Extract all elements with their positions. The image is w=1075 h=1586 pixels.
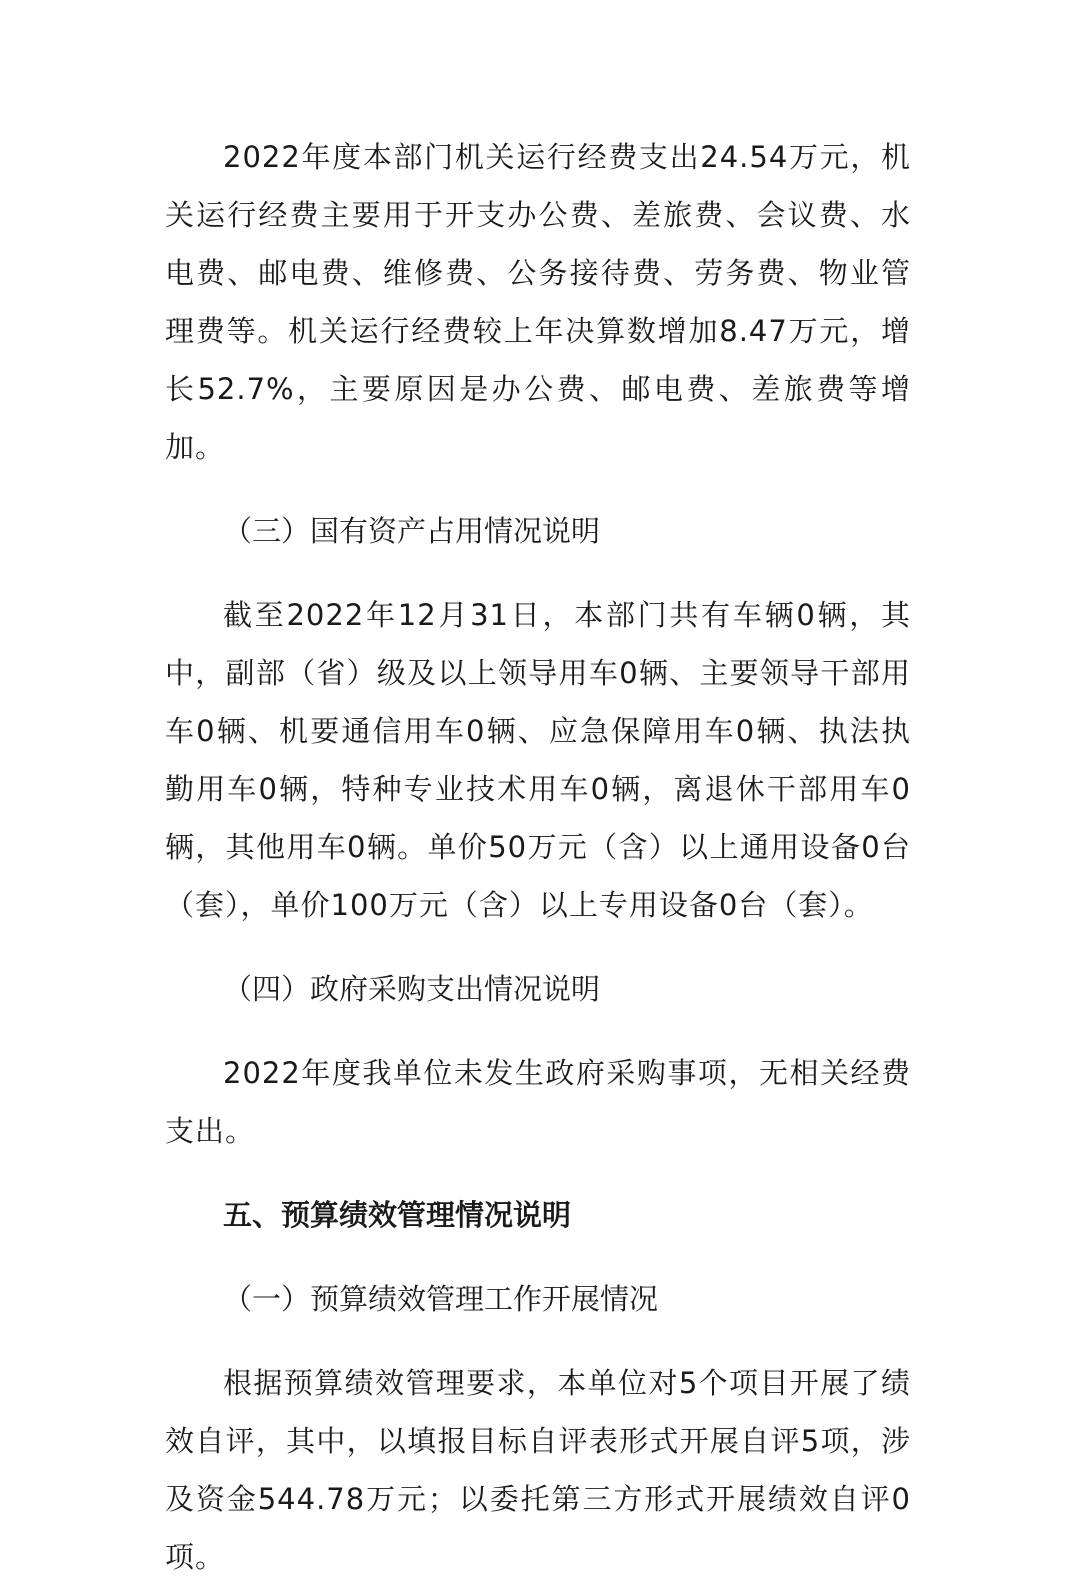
chapter-heading-performance: 五、预算绩效管理情况说明 (223, 1198, 572, 1232)
document-page (165, 128, 911, 1586)
spacer (165, 476, 911, 502)
section-heading-procurement: （四）政府采购支出情况说明 (223, 972, 601, 1006)
spacer (165, 1160, 911, 1186)
paragraph-performance-evaluation: 根据预算绩效管理要求，本单位对5个项目开展了绩效自评，其中，以填报目标自评表形式开展自评5项，涉及资金544.78万元；以委托第三方形式开展绩效自评0项。 (165, 1366, 911, 1574)
paragraph-procurement: 2022年度我单位未发生政府采购事项，无相关经费支出。 (165, 1056, 911, 1148)
paragraph-vehicles-equipment: 截至2022年12月31日，本部门共有车辆0辆，其中，副部（省）级及以上领导用车0辆、主要领导干部用车0辆、机要通信用车0辆、应急保障用车0辆、执法执勤用车0辆，特种专业技术用车0辆，离退休干部用车0辆，其他用车0辆。单价50万元（含）以上通用设备0台（套），单价100万元（含）以上专用设备0台（套）。 (165, 598, 911, 922)
paragraph-operating-expenses: 2022年度本部门机关运行经费支出24.54万元，机关运行经费主要用于开支办公费、差旅费、会议费、水电费、邮电费、维修费、公务接待费、劳务费、物业管理费等。机关运行经费较上年决算数增加8.47万元，增长52.7%，主要原因是办公费、邮电费、差旅费等增加。 (165, 140, 911, 464)
spacer (165, 560, 911, 586)
section-heading-performance-work: （一）预算绩效管理工作开展情况 (223, 1282, 659, 1316)
spacer (165, 934, 911, 960)
spacer (165, 1018, 911, 1044)
section-heading-state-assets: （三）国有资产占用情况说明 (223, 514, 601, 548)
spacer (165, 1328, 911, 1354)
spacer (165, 1244, 911, 1270)
